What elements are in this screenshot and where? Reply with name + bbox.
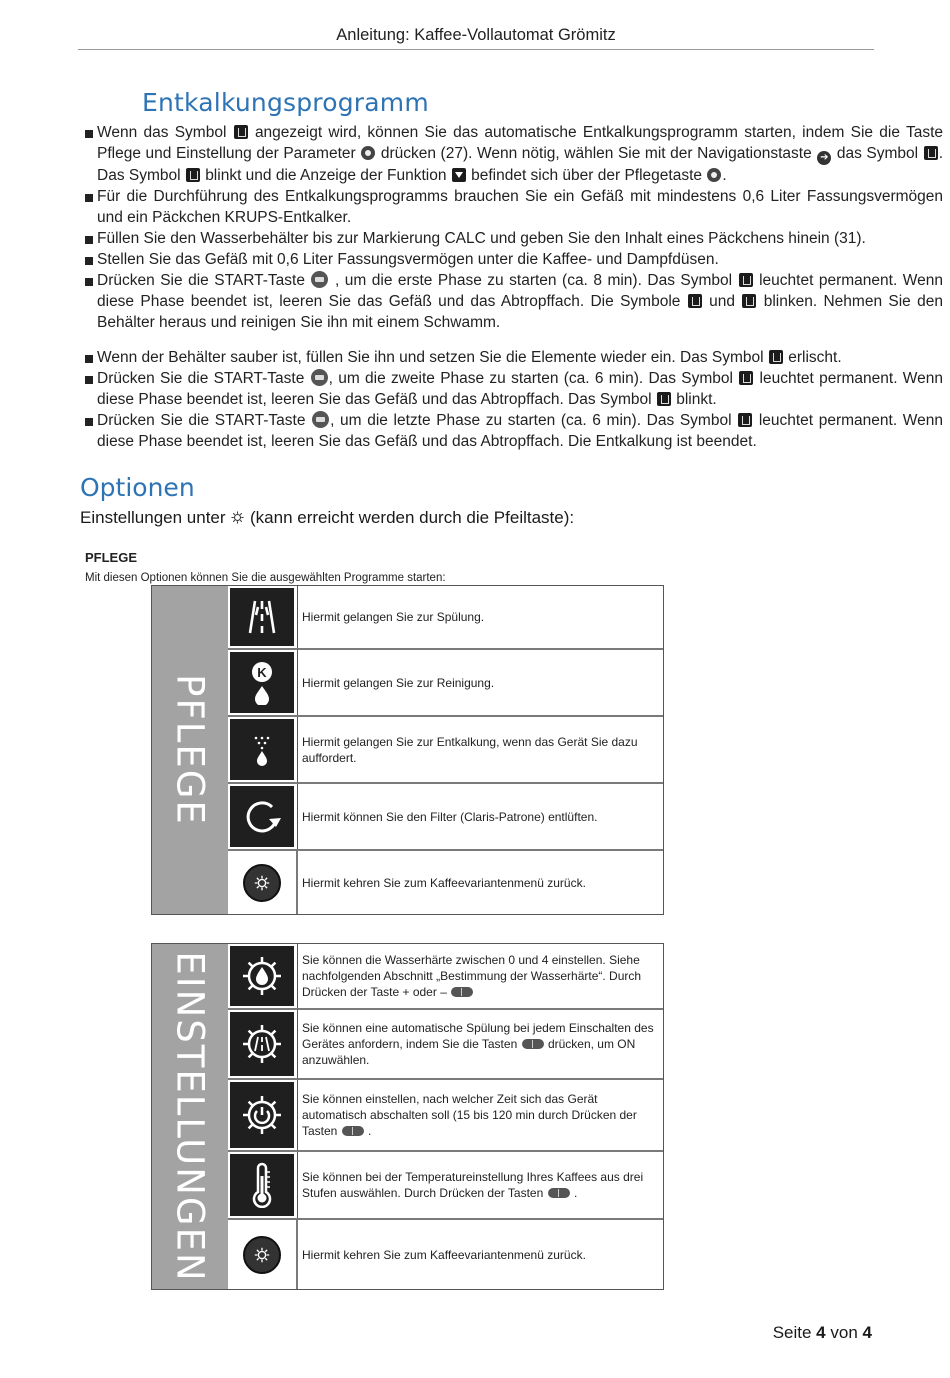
cleaning-drop-icon [230, 652, 294, 713]
row-text: Hiermit können Sie den Filter (Claris-Patrone) entlüften. [302, 809, 598, 824]
list-item: Für die Durchführung des Entkalkungsprogramms brauchen Sie ein Gefäß mit mindestens 0,6 Liter Fassungsvermögen und ein Päckchen KRUPS-Entkalker. [85, 186, 943, 228]
list-item: Stellen Sie das Gefäß mit 0,6 Liter Fassungsvermögen unter die Kaffee- und Dampfdüsen. [85, 249, 943, 270]
descaling-instructions [85, 122, 943, 452]
start-button-icon [312, 411, 329, 428]
gear-rinse-icon [230, 1012, 294, 1076]
navigation-arrow-icon: ➔ [817, 151, 831, 165]
einstellungen-side-label: EINSTELLUNGEN [168, 950, 212, 1283]
calc-symbol-icon [739, 273, 753, 287]
einstellungen-row-auto-rinse [228, 1010, 663, 1080]
pflege-side-band [152, 586, 228, 914]
options-intro: Einstellungen unter (kann erreicht werden durch die Pfeiltaste): [80, 508, 575, 527]
list-item: Drücken Sie die START-Taste , um die letzte Phase zu starten (ca. 6 min). Das Symbol leuchtet permanent. Wenn diese Phase beendet ist, leeren Sie das Gefäß und das Abtropffach. Die Entkalkung ist beendet. [85, 410, 943, 452]
row-text: Sie können die Wasserhärte zwischen 0 und 4 einstellen. Siehe nachfolgenden Abschnitt „Bestimmung der Wasserhärte“. Durch Drücken der Taste + oder – [302, 953, 642, 999]
start-button-icon [311, 271, 328, 288]
row-text: Sie können einstellen, nach welcher Zeit sich das Gerät automatisch abschalten soll (15 bis 120 min durch Drücken der Tasten . [302, 1092, 637, 1138]
section-heading-entkalkung: Entkalkungsprogramm [142, 88, 429, 117]
row-text: Hiermit kehren Sie zum Kaffeevariantenmenü zurück. [302, 1247, 586, 1262]
gear-button-icon [228, 851, 298, 914]
row-text: Sie können bei der Temperatureinstellung Ihres Kaffees aus drei Stufen auswählen. Durch Drücken der Tasten . [302, 1170, 644, 1200]
plus-minus-keys-icon [522, 1039, 544, 1049]
list-item: Drücken Sie die START-Taste , um die zweite Phase zu starten (ca. 6 min). Das Symbol leuchtet permanent. Wenn diese Phase beendet ist, leeren Sie das Gefäß und das Abtropffach. Das Symbol blinkt. [85, 368, 943, 410]
plus-minus-keys-icon [548, 1188, 570, 1198]
gear-drop-icon [230, 946, 294, 1006]
row-text: Hiermit gelangen Sie zur Reinigung. [302, 675, 495, 690]
pflege-row-cleaning [228, 650, 663, 717]
page-number: Seite 4 von 4 [772, 1323, 872, 1342]
list-item: Füllen Sie den Wasserbehälter bis zur Markierung CALC und geben Sie den Inhalt eines Päckchens hinein (31). [85, 228, 943, 249]
tray-symbol-icon [688, 294, 702, 308]
care-button-icon [707, 168, 721, 182]
gear-power-icon [230, 1082, 294, 1148]
pflege-side-label: PFLEGE [168, 674, 212, 826]
descale-symbol-icon [924, 146, 938, 160]
row-text: Hiermit kehren Sie zum Kaffeevariantenmenü zurück. [302, 875, 586, 890]
calc-symbol-icon [742, 294, 756, 308]
header-divider [78, 49, 874, 50]
rinse-icon [230, 588, 294, 646]
section-heading-optionen: Optionen [80, 473, 195, 502]
calc-symbol-icon [186, 168, 200, 182]
einstellungen-side-band [152, 944, 228, 1289]
descale-drop-icon [230, 719, 294, 780]
tray-symbol-icon [769, 350, 783, 364]
function-indicator-icon [452, 168, 466, 182]
plus-minus-keys-icon [451, 987, 473, 997]
list-item: Wenn das Symbol angezeigt wird, können Sie das automatische Entkalkungsprogramm starten, indem Sie die Taste Pflege und Einstellung der Parameter drücken (27). Wenn nötig, wählen Sie mit der Navigationstaste ➔ das Symbol . Das Symbol blinkt und die Anzeige der Funktion befindet sich über der Pflegetaste . [85, 122, 943, 186]
plus-minus-keys-icon [342, 1126, 364, 1136]
document-header: Anleitung: Kaffee-Vollautomat Grömitz [336, 26, 616, 44]
pflege-row-rinse [228, 586, 663, 650]
thermometer-icon [230, 1154, 294, 1216]
list-item: Wenn der Behälter sauber ist, füllen Sie ihn und setzen Sie die Elemente wieder ein. Das Symbol erlischt. [85, 347, 943, 368]
gear-button-icon [228, 1220, 298, 1289]
start-button-icon [311, 369, 328, 386]
einstellungen-row-auto-off [228, 1080, 663, 1152]
row-text: Hiermit gelangen Sie zur Entkalkung, wenn das Gerät Sie dazu auffordert. [302, 734, 638, 765]
pflege-row-descale [228, 717, 663, 784]
einstellungen-panel [151, 943, 664, 1290]
pflege-heading: PFLEGE [85, 550, 138, 565]
pflege-panel [151, 585, 664, 915]
einstellungen-row-back [228, 1220, 663, 1289]
pflege-row-filter [228, 784, 663, 851]
pflege-row-back [228, 851, 663, 914]
einstellungen-row-temperature [228, 1152, 663, 1220]
descale-symbol-icon [234, 125, 248, 139]
calc-symbol-icon [657, 392, 671, 406]
row-text: Sie können eine automatische Spülung bei jedem Einschalten des Gerätes anfordern, indem Sie die Tasten drücken, um ON anzuwählen. [302, 1021, 654, 1067]
refresh-arrow-icon [230, 786, 294, 847]
svg-text:K: K [257, 664, 267, 680]
care-button-icon [361, 146, 375, 160]
pflege-subtitle: Mit diesen Optionen können Sie die ausgewählten Programme starten: [85, 572, 446, 584]
einstellungen-row-water-hardness [228, 944, 663, 1010]
calc-symbol-icon [739, 371, 753, 385]
row-text: Hiermit gelangen Sie zur Spülung. [302, 610, 485, 624]
calc-symbol-icon [738, 413, 752, 427]
list-item: Drücken Sie die START-Taste , um die erste Phase zu starten (ca. 8 min). Das Symbol leuchtet permanent. Wenn diese Phase beendet ist, leeren Sie das Gefäß und das Abtropffach. Die Symbole und blinken. Nehmen Sie den Behälter heraus und reinigen Sie ihn mit einem Schwamm. [85, 270, 943, 333]
gear-icon [230, 510, 245, 525]
